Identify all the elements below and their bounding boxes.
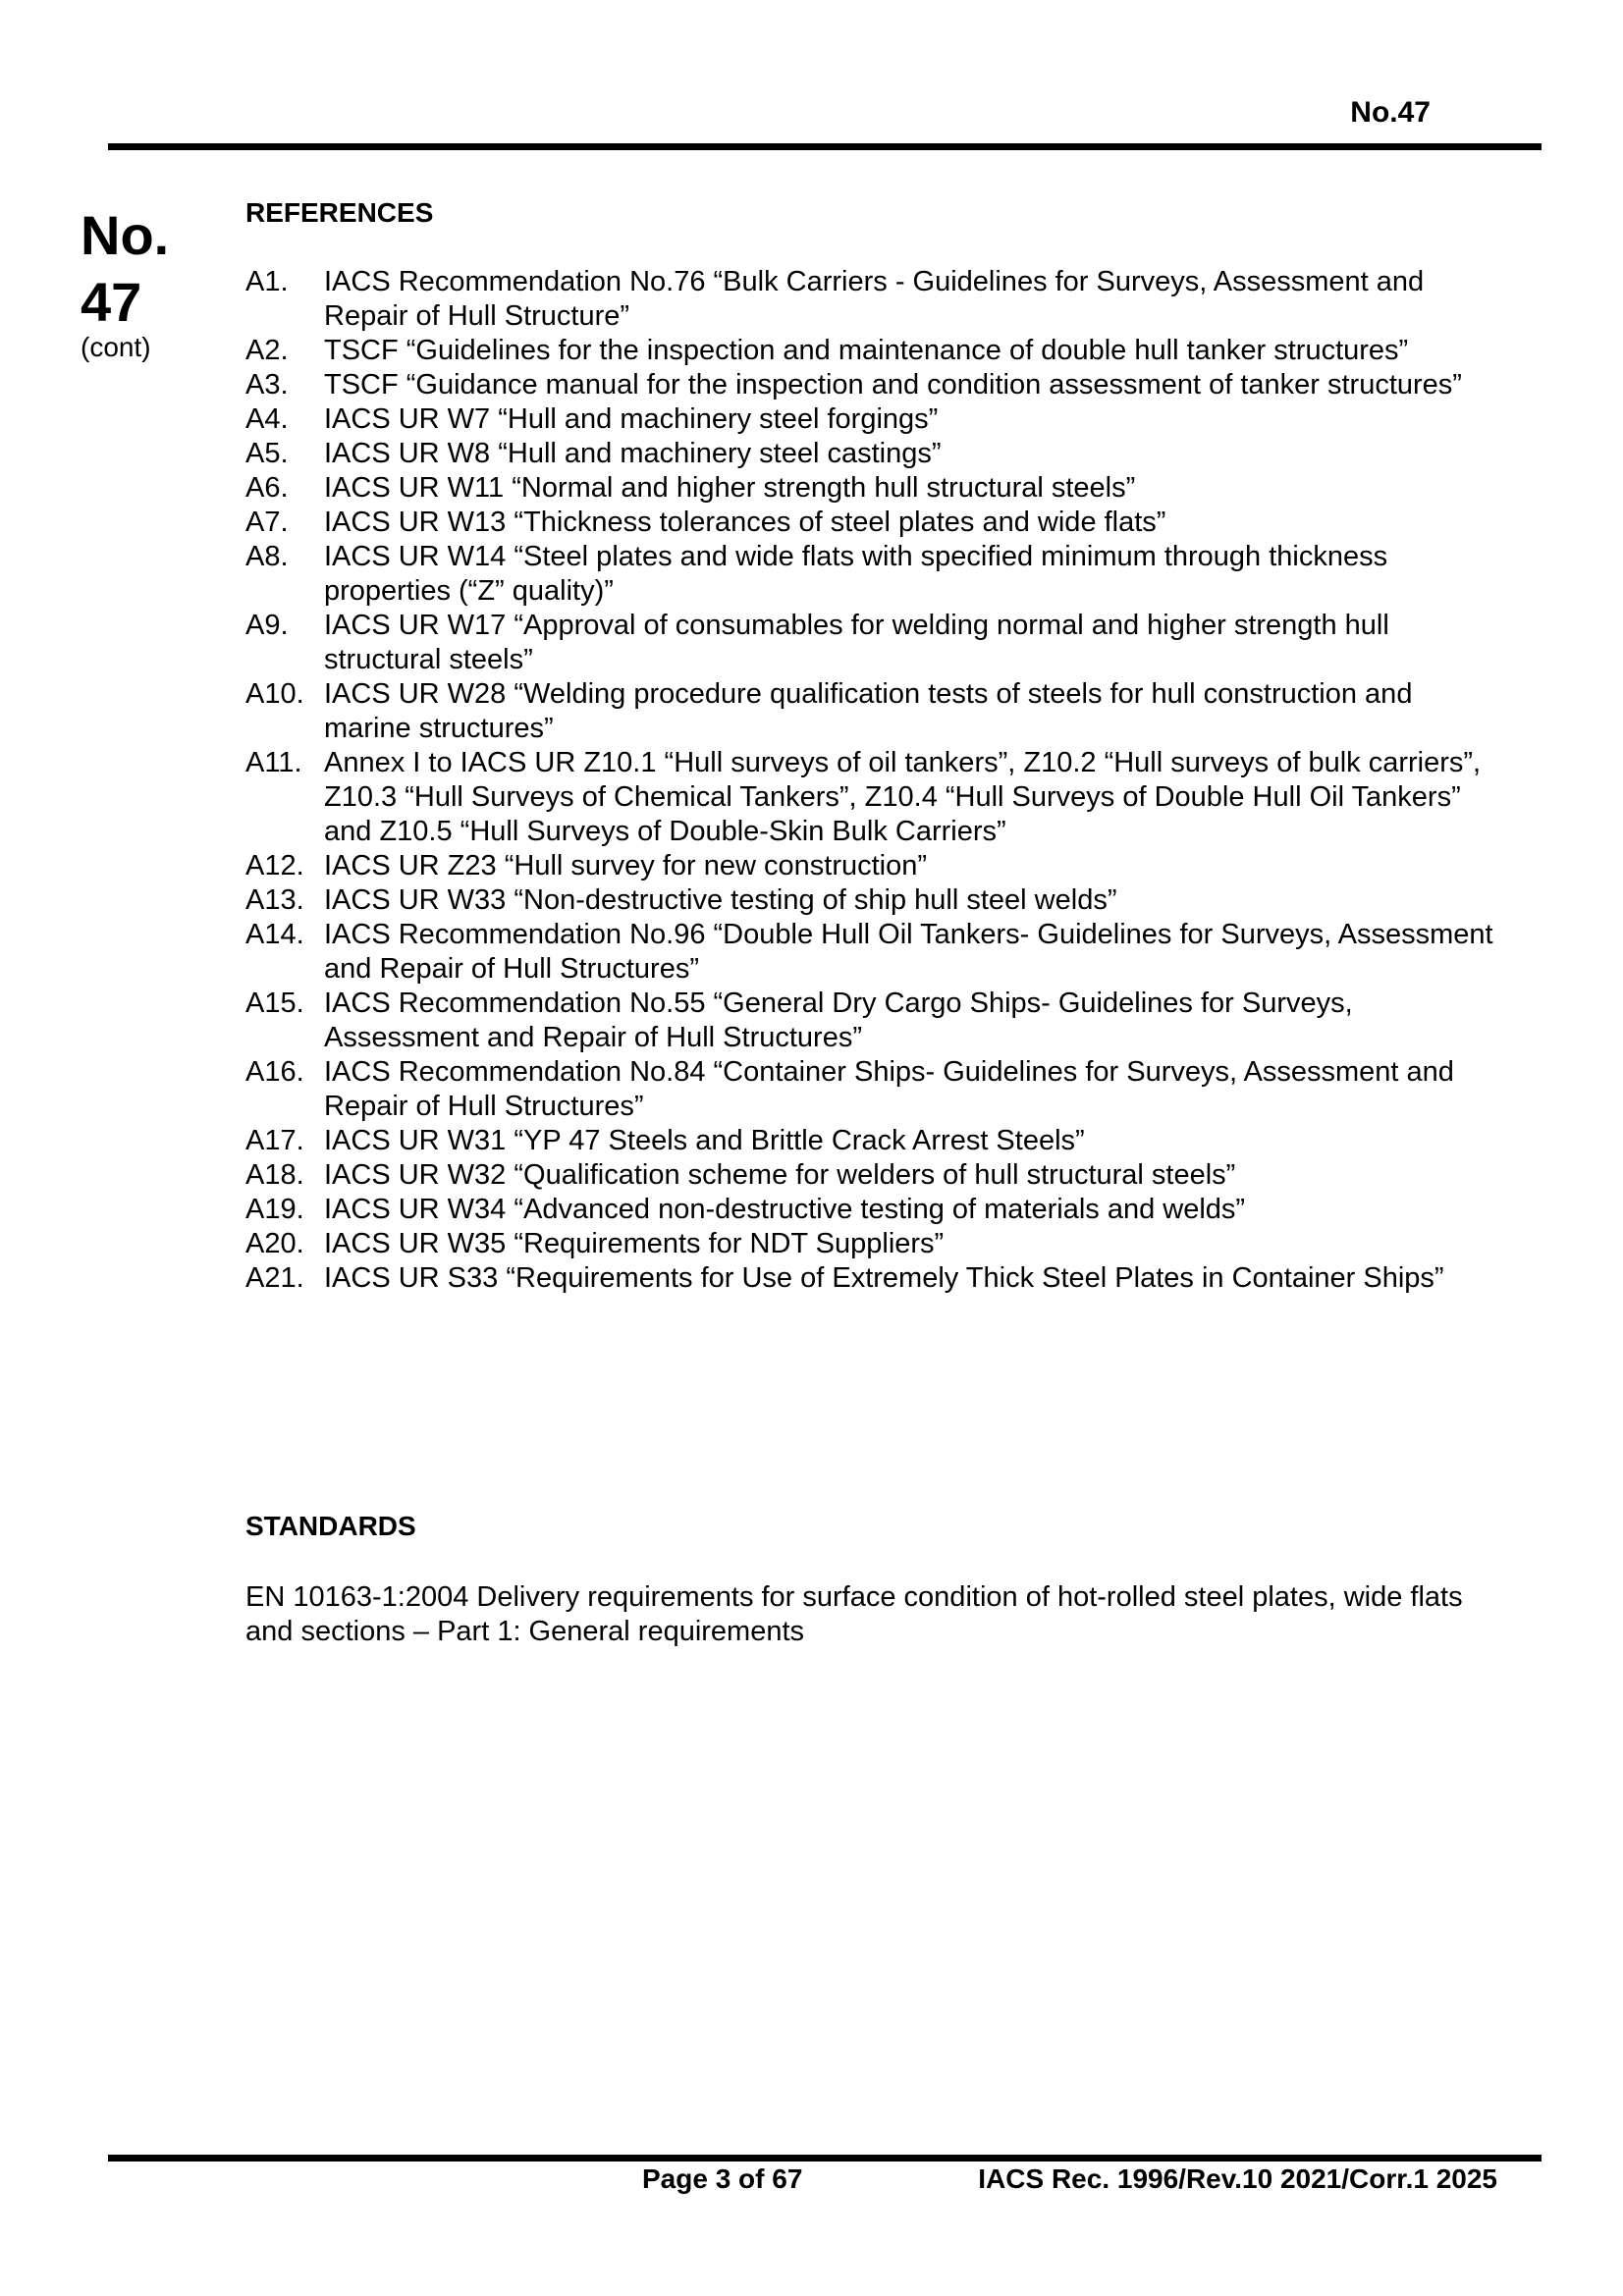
reference-number: A15. xyxy=(245,988,304,1019)
reference-number: A9. xyxy=(245,610,289,641)
reference-number: A18. xyxy=(245,1159,304,1191)
reference-text: IACS UR W7 “Hull and machinery steel forgings” xyxy=(324,403,939,435)
reference-text: IACS UR W34 “Advanced non-destructive testing of materials and welds” xyxy=(324,1194,1246,1225)
reference-number: A12. xyxy=(245,850,304,881)
reference-number: A21. xyxy=(245,1262,304,1294)
reference-item xyxy=(245,1124,1502,1158)
reference-number: A19. xyxy=(245,1194,304,1225)
reference-text: IACS Recommendation No.76 “Bulk Carriers - Guidelines for Surveys, Assessment and Repair of Hull Structure” xyxy=(324,266,1425,332)
reference-item xyxy=(245,918,1502,987)
reference-text: IACS UR W32 “Qualification scheme for welders of hull structural steels” xyxy=(324,1159,1236,1191)
reference-number: A3. xyxy=(245,369,289,400)
reference-text: IACS Recommendation No.96 “Double Hull Oil Tankers- Guidelines for Surveys, Assessment and Repair of Hull Structures” xyxy=(324,919,1493,985)
reference-item xyxy=(245,437,1502,471)
reference-number: A10. xyxy=(245,678,304,710)
reference-item xyxy=(245,1055,1502,1124)
reference-number: A4. xyxy=(245,403,289,435)
references-heading: REFERENCES xyxy=(245,197,434,228)
reference-item xyxy=(245,1261,1502,1296)
reference-text: TSCF “Guidance manual for the inspection and condition assessment of tanker structures” xyxy=(324,369,1462,400)
side-tab-continued: (cont) xyxy=(81,332,151,362)
reference-item xyxy=(245,506,1502,540)
reference-item xyxy=(245,1158,1502,1193)
reference-number: A6. xyxy=(245,472,289,504)
references-section xyxy=(245,196,1502,1296)
reference-item xyxy=(245,677,1502,746)
reference-item xyxy=(245,609,1502,677)
reference-text: IACS UR S33 “Requirements for Use of Extremely Thick Steel Plates in Container Ships” xyxy=(324,1262,1444,1294)
reference-text: IACS Recommendation No.84 “Container Ships- Guidelines for Surveys, Assessment and Repair of Hull Structures” xyxy=(324,1056,1454,1122)
footer-document-reference: IACS Rec. 1996/Rev.10 2021/Corr.1 2025 xyxy=(978,2163,1497,2194)
reference-text: IACS UR W17 “Approval of consumables for welding normal and higher strength hull structural steels” xyxy=(324,610,1389,675)
reference-text: IACS Recommendation No.55 “General Dry Cargo Ships- Guidelines for Surveys, Assessment and Repair of Hull Structures” xyxy=(324,988,1353,1053)
reference-item xyxy=(245,746,1502,849)
side-tab xyxy=(81,206,179,363)
footer-rule xyxy=(108,2155,1542,2162)
reference-number: A11. xyxy=(245,747,302,778)
reference-item xyxy=(245,402,1502,437)
side-tab-no: No. xyxy=(81,204,170,266)
reference-item xyxy=(245,987,1502,1055)
reference-number: A16. xyxy=(245,1056,304,1088)
reference-text: IACS UR W33 “Non-destructive testing of ship hull steel welds” xyxy=(324,884,1117,916)
references-list xyxy=(245,265,1502,1296)
reference-text: IACS UR W11 “Normal and higher strength hull structural steels” xyxy=(324,472,1136,504)
reference-item xyxy=(245,471,1502,506)
reference-number: A20. xyxy=(245,1228,304,1259)
reference-number: A17. xyxy=(245,1125,304,1156)
reference-number: A13. xyxy=(245,884,304,916)
standards-text: EN 10163-1:2004 Delivery requirements for surface condition of hot-rolled steel plates, wide flats and sections – Part 1: General requirements xyxy=(245,1581,1463,1647)
reference-item xyxy=(245,1193,1502,1227)
reference-item xyxy=(245,334,1502,368)
reference-text: IACS UR W14 “Steel plates and wide flats with specified minimum through thickness properties (“Z” quality)” xyxy=(324,541,1388,607)
side-tab-number: 47 xyxy=(81,271,142,333)
reference-item xyxy=(245,883,1502,918)
reference-item xyxy=(245,368,1502,402)
reference-number: A8. xyxy=(245,541,289,572)
reference-text: IACS UR Z23 “Hull survey for new construction” xyxy=(324,850,928,881)
standards-heading: STANDARDS xyxy=(245,1511,416,1541)
reference-number: A7. xyxy=(245,507,289,538)
reference-item xyxy=(245,540,1502,609)
reference-text: TSCF “Guidelines for the inspection and maintenance of double hull tanker structures” xyxy=(324,335,1409,366)
reference-number: A14. xyxy=(245,919,304,950)
reference-number: A1. xyxy=(245,266,289,297)
reference-text: Annex I to IACS UR Z10.1 “Hull surveys of oil tankers”, Z10.2 “Hull surveys of bulk carriers”, Z10.3 “Hull Surveys of Chemical Tankers”, Z10.4 “Hull Surveys of Double Hull Oil Tankers” and Z10.5 “Hull Surveys of Double-Skin Bulk Carriers” xyxy=(324,747,1482,847)
header-rule xyxy=(108,143,1542,150)
reference-item xyxy=(245,1227,1502,1261)
reference-item xyxy=(245,265,1502,334)
footer-page-number: Page 3 of 67 xyxy=(642,2163,803,2194)
reference-number: A5. xyxy=(245,438,289,469)
reference-text: IACS UR W35 “Requirements for NDT Suppliers” xyxy=(324,1228,945,1259)
reference-text: IACS UR W28 “Welding procedure qualification tests of steels for hull construction and marine structures” xyxy=(324,678,1413,744)
header-document-number: No.47 xyxy=(1350,96,1431,129)
reference-text: IACS UR W8 “Hull and machinery steel castings” xyxy=(324,438,942,469)
reference-text: IACS UR W13 “Thickness tolerances of steel plates and wide flats” xyxy=(324,507,1166,538)
standards-section xyxy=(245,1510,1502,1649)
reference-number: A2. xyxy=(245,335,289,366)
reference-text: IACS UR W31 “YP 47 Steels and Brittle Crack Arrest Steels” xyxy=(324,1125,1085,1156)
reference-item xyxy=(245,849,1502,883)
